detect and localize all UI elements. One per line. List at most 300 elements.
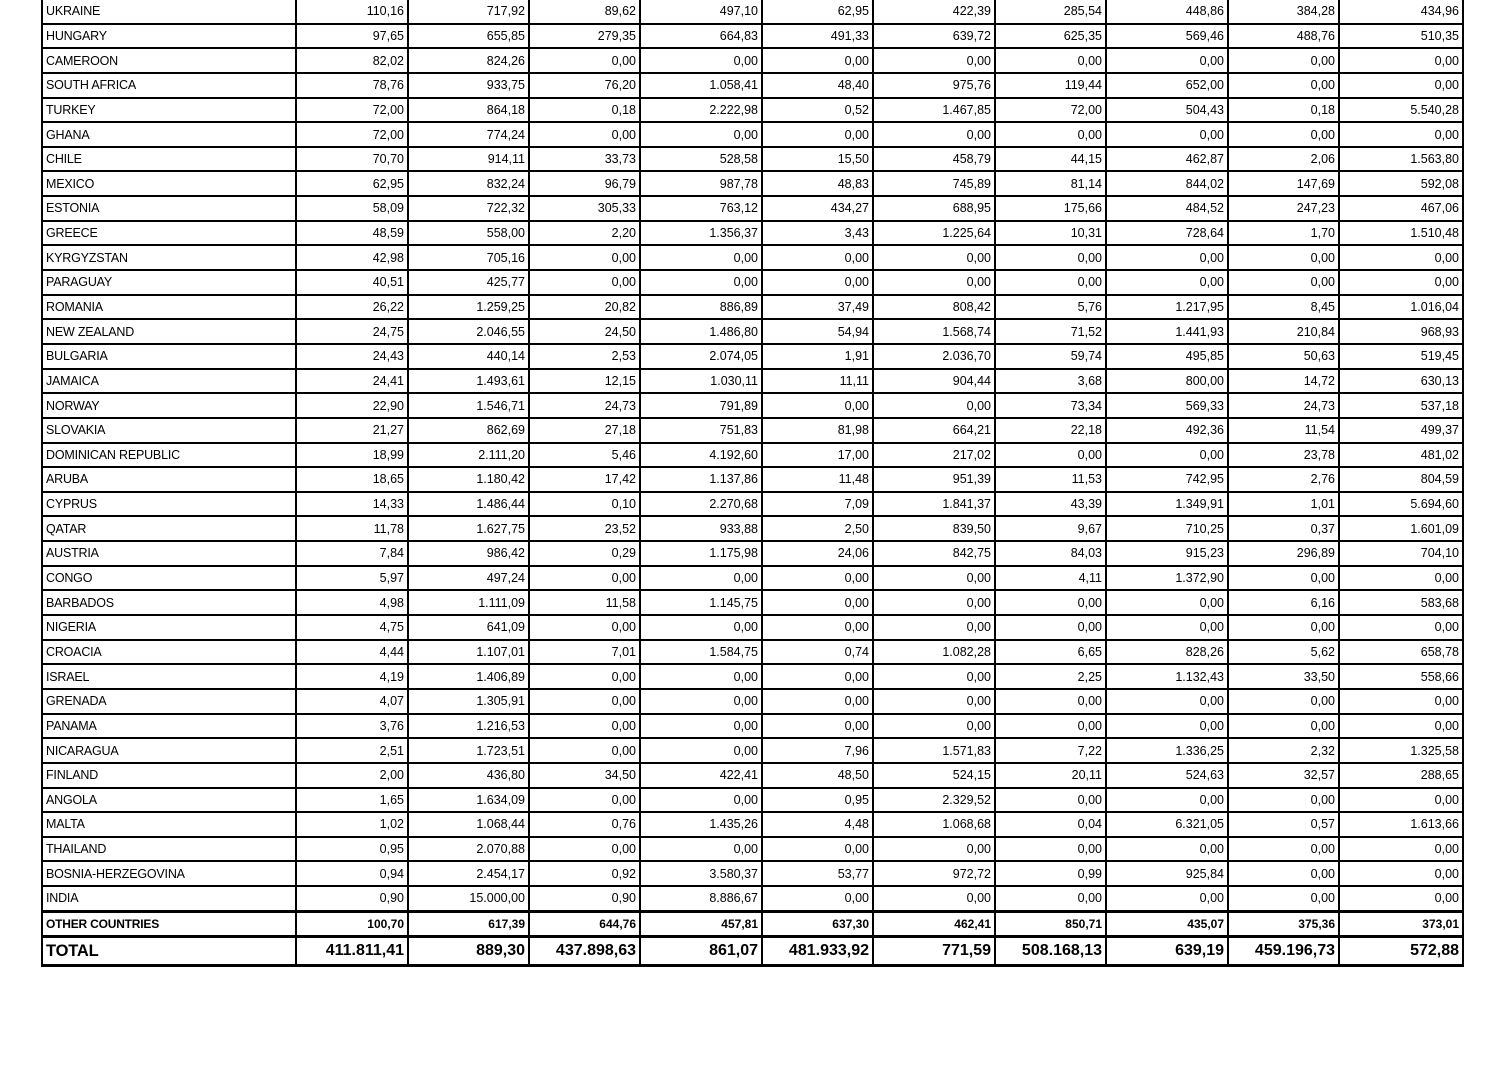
value-cell: 0,00 [1228,245,1339,270]
value-cell: 0,00 [1106,837,1228,862]
value-cell: 8.886,67 [640,886,762,911]
value-cell: 987,78 [640,171,762,196]
value-cell: 975,76 [873,73,995,98]
country-name-cell: MEXICO [42,171,296,196]
value-cell: 8,45 [1228,295,1339,320]
value-cell: 0,00 [873,270,995,295]
value-cell: 436,80 [408,763,529,788]
value-cell: 1.259,25 [408,295,529,320]
value-cell: 0,00 [640,48,762,73]
value-cell: 0,00 [529,837,640,862]
value-cell: 886,89 [640,295,762,320]
table-body [42,0,1463,966]
value-cell: 24,50 [529,319,640,344]
value-cell: 0,00 [1228,837,1339,862]
value-cell: 0,00 [1339,714,1463,739]
value-cell: 0,00 [762,714,873,739]
value-cell: 20,82 [529,295,640,320]
country-name-cell: BOSNIA-HERZEGOVINA [42,861,296,886]
country-name-cell: INDIA [42,886,296,911]
value-cell: 1.336,25 [1106,738,1228,763]
table-row [42,886,1463,911]
value-cell: 2,06 [1228,147,1339,172]
country-name-cell: GREECE [42,221,296,246]
value-cell: 839,50 [873,516,995,541]
value-cell: 0,00 [1228,122,1339,147]
value-cell: 491,33 [762,24,873,49]
value-cell: 986,42 [408,541,529,566]
value-cell: 462,41 [873,911,995,937]
value-cell: 72,00 [995,98,1106,123]
value-cell: 33,73 [529,147,640,172]
value-cell: 76,20 [529,73,640,98]
value-cell: 625,35 [995,24,1106,49]
value-cell: 42,98 [296,245,408,270]
value-cell: 62,95 [762,0,873,24]
table-row [42,861,1463,886]
value-cell: 40,51 [296,270,408,295]
value-cell: 33,50 [1228,664,1339,689]
country-name-cell: PARAGUAY [42,270,296,295]
value-cell: 0,00 [529,122,640,147]
value-cell: 305,33 [529,196,640,221]
value-cell: 658,78 [1339,640,1463,665]
value-cell: 0,00 [1228,270,1339,295]
value-cell: 0,00 [873,245,995,270]
value-cell: 537,18 [1339,393,1463,418]
value-cell: 440,14 [408,344,529,369]
value-cell: 639,72 [873,24,995,49]
value-cell: 639,19 [1106,937,1228,966]
value-cell: 488,76 [1228,24,1339,49]
value-cell: 528,58 [640,147,762,172]
value-cell: 459.196,73 [1228,937,1339,966]
value-cell: 1.584,75 [640,640,762,665]
value-cell: 0,00 [873,689,995,714]
value-cell: 0,00 [995,443,1106,468]
value-cell: 0,00 [640,788,762,813]
value-cell: 495,85 [1106,344,1228,369]
value-cell: 24,73 [529,393,640,418]
value-cell: 0,00 [1106,714,1228,739]
value-cell: 0,00 [995,886,1106,911]
value-cell: 23,78 [1228,443,1339,468]
value-cell: 0,94 [296,861,408,886]
country-name-cell: JAMAICA [42,369,296,394]
value-cell: 1.723,51 [408,738,529,763]
value-cell: 11,48 [762,467,873,492]
value-cell: 0,00 [762,615,873,640]
value-cell: 0,00 [640,615,762,640]
value-cell: 1,65 [296,788,408,813]
value-cell: 508.168,13 [995,937,1106,966]
value-cell: 862,69 [408,418,529,443]
value-cell: 933,75 [408,73,529,98]
value-cell: 1.216,53 [408,714,529,739]
value-cell: 0,00 [1106,122,1228,147]
value-cell: 0,00 [995,270,1106,295]
value-cell: 12,15 [529,369,640,394]
value-cell: 492,36 [1106,418,1228,443]
value-cell: 0,00 [1228,788,1339,813]
country-name-cell: BARBADOS [42,590,296,615]
country-name-cell: AUSTRIA [42,541,296,566]
value-cell: 0,00 [873,393,995,418]
value-cell: 0,00 [1339,861,1463,886]
value-cell: 572,88 [1339,937,1463,966]
value-cell: 435,07 [1106,911,1228,937]
value-cell: 800,00 [1106,369,1228,394]
value-cell: 1.435,26 [640,812,762,837]
value-cell: 0,00 [1228,48,1339,73]
value-cell: 0,00 [1106,615,1228,640]
value-cell: 915,23 [1106,541,1228,566]
value-cell: 0,00 [529,714,640,739]
value-cell: 7,96 [762,738,873,763]
value-cell: 2,32 [1228,738,1339,763]
value-cell: 4,19 [296,664,408,689]
value-cell: 4,11 [995,566,1106,591]
value-cell: 210,84 [1228,319,1339,344]
value-cell: 745,89 [873,171,995,196]
value-cell: 0,00 [995,590,1106,615]
value-cell: 2,20 [529,221,640,246]
country-name-cell: OTHER COUNTRIES [42,911,296,937]
value-cell: 1.441,93 [1106,319,1228,344]
value-cell: 1.486,44 [408,492,529,517]
value-cell: 791,89 [640,393,762,418]
value-cell: 0,00 [640,245,762,270]
value-cell: 0,00 [873,664,995,689]
value-cell: 1.486,80 [640,319,762,344]
value-cell: 0,00 [529,664,640,689]
value-cell: 0,00 [1106,788,1228,813]
value-cell: 0,00 [995,245,1106,270]
value-cell: 0,00 [995,689,1106,714]
value-cell: 2,76 [1228,467,1339,492]
value-cell: 2,51 [296,738,408,763]
value-cell: 1.568,74 [873,319,995,344]
value-cell: 24,06 [762,541,873,566]
value-cell: 2.046,55 [408,319,529,344]
value-cell: 22,18 [995,418,1106,443]
value-cell: 285,54 [995,0,1106,24]
value-cell: 1,91 [762,344,873,369]
value-cell: 2.222,98 [640,98,762,123]
value-cell: 0,00 [995,788,1106,813]
value-cell: 2.036,70 [873,344,995,369]
value-cell: 0,74 [762,640,873,665]
value-cell: 72,00 [296,122,408,147]
value-cell: 7,01 [529,640,640,665]
value-cell: 3,68 [995,369,1106,394]
value-cell: 763,12 [640,196,762,221]
value-cell: 73,34 [995,393,1106,418]
value-cell: 59,74 [995,344,1106,369]
value-cell: 0,00 [1228,886,1339,911]
value-cell: 558,00 [408,221,529,246]
value-cell: 23,52 [529,516,640,541]
value-cell: 0,00 [1106,590,1228,615]
value-cell: 1.132,43 [1106,664,1228,689]
country-name-cell: UKRAINE [42,0,296,24]
value-cell: 717,92 [408,0,529,24]
value-cell: 1.325,58 [1339,738,1463,763]
value-cell: 15,50 [762,147,873,172]
value-cell: 1.841,37 [873,492,995,517]
value-cell: 0,00 [762,566,873,591]
value-cell: 457,81 [640,911,762,937]
country-name-cell: CYPRUS [42,492,296,517]
value-cell: 5,97 [296,566,408,591]
value-cell: 558,66 [1339,664,1463,689]
value-cell: 1.493,61 [408,369,529,394]
value-cell: 704,10 [1339,541,1463,566]
value-cell: 0,00 [1339,615,1463,640]
value-cell: 1,70 [1228,221,1339,246]
value-cell: 844,02 [1106,171,1228,196]
value-cell: 0,00 [1106,443,1228,468]
value-cell: 467,06 [1339,196,1463,221]
value-cell: 0,00 [1106,886,1228,911]
table-row [42,566,1463,591]
table-row [42,295,1463,320]
value-cell: 0,00 [529,566,640,591]
value-cell: 832,24 [408,171,529,196]
value-cell: 2.270,68 [640,492,762,517]
value-cell: 217,02 [873,443,995,468]
country-name-cell: KYRGYZSTAN [42,245,296,270]
value-cell: 1.030,11 [640,369,762,394]
value-cell: 0,00 [640,738,762,763]
value-cell: 1.137,86 [640,467,762,492]
value-cell: 0,00 [1228,714,1339,739]
value-cell: 0,00 [1339,270,1463,295]
country-name-cell: ROMANIA [42,295,296,320]
value-cell: 0,00 [762,48,873,73]
country-name-cell: CONGO [42,566,296,591]
value-cell: 0,00 [1228,689,1339,714]
value-cell: 705,16 [408,245,529,270]
value-cell: 48,83 [762,171,873,196]
value-cell: 5,46 [529,443,640,468]
country-name-cell: PANAMA [42,714,296,739]
table-row [42,788,1463,813]
country-name-cell: GRENADA [42,689,296,714]
value-cell: 0,00 [762,393,873,418]
table-row [42,0,1463,24]
value-cell: 0,00 [762,270,873,295]
table-row [42,664,1463,689]
value-cell: 54,94 [762,319,873,344]
value-cell: 0,00 [762,886,873,911]
table-row [42,738,1463,763]
value-cell: 0,76 [529,812,640,837]
country-name-cell: CHILE [42,147,296,172]
value-cell: 0,00 [873,48,995,73]
value-cell: 0,00 [529,48,640,73]
country-data-table [41,0,1464,967]
value-cell: 0,00 [1339,689,1463,714]
value-cell: 1.107,01 [408,640,529,665]
value-cell: 1.563,80 [1339,147,1463,172]
value-cell: 524,63 [1106,763,1228,788]
value-cell: 3.580,37 [640,861,762,886]
country-name-cell: TOTAL [42,937,296,966]
value-cell: 0,00 [640,122,762,147]
value-cell: 425,77 [408,270,529,295]
value-cell: 0,00 [995,714,1106,739]
country-name-cell: ESTONIA [42,196,296,221]
value-cell: 0,90 [529,886,640,911]
value-cell: 637,30 [762,911,873,937]
value-cell: 17,00 [762,443,873,468]
value-cell: 842,75 [873,541,995,566]
country-name-cell: SLOVAKIA [42,418,296,443]
value-cell: 0,90 [296,886,408,911]
value-cell: 0,00 [995,837,1106,862]
value-cell: 0,00 [873,615,995,640]
value-cell: 110,16 [296,0,408,24]
value-cell: 448,86 [1106,0,1228,24]
value-cell: 617,39 [408,911,529,937]
value-cell: 375,36 [1228,911,1339,937]
value-cell: 524,15 [873,763,995,788]
table-row [42,147,1463,172]
value-cell: 81,98 [762,418,873,443]
value-cell: 497,24 [408,566,529,591]
value-cell: 751,83 [640,418,762,443]
table-row [42,640,1463,665]
table-row [42,270,1463,295]
value-cell: 484,52 [1106,196,1228,221]
table-row [42,393,1463,418]
value-cell: 2.111,20 [408,443,529,468]
value-cell: 27,18 [529,418,640,443]
value-cell: 422,41 [640,763,762,788]
table-row [42,443,1463,468]
value-cell: 0,00 [1228,566,1339,591]
value-cell: 26,22 [296,295,408,320]
country-name-cell: ISRAEL [42,664,296,689]
value-cell: 0,00 [529,738,640,763]
value-cell: 481,02 [1339,443,1463,468]
country-name-cell: QATAR [42,516,296,541]
value-cell: 296,89 [1228,541,1339,566]
value-cell: 0,00 [995,48,1106,73]
value-cell: 0,18 [1228,98,1339,123]
value-cell: 1.217,95 [1106,295,1228,320]
value-cell: 81,14 [995,171,1106,196]
value-cell: 1.111,09 [408,590,529,615]
value-cell: 48,40 [762,73,873,98]
value-cell: 951,39 [873,467,995,492]
value-cell: 1.467,85 [873,98,995,123]
table-row [42,492,1463,517]
value-cell: 100,70 [296,911,408,937]
value-cell: 5.694,60 [1339,492,1463,517]
value-cell: 0,99 [995,861,1106,886]
value-cell: 247,23 [1228,196,1339,221]
value-cell: 933,88 [640,516,762,541]
value-cell: 0,00 [1339,886,1463,911]
value-cell: 1.068,68 [873,812,995,837]
value-cell: 0,00 [873,837,995,862]
value-cell: 0,95 [296,837,408,862]
value-cell: 34,50 [529,763,640,788]
value-cell: 0,10 [529,492,640,517]
value-cell: 0,00 [1106,48,1228,73]
value-cell: 0,00 [762,122,873,147]
value-cell: 21,27 [296,418,408,443]
value-cell: 0,00 [762,664,873,689]
value-cell: 972,72 [873,861,995,886]
table-row [42,615,1463,640]
table-row [42,812,1463,837]
country-name-cell: GHANA [42,122,296,147]
value-cell: 0,00 [762,837,873,862]
value-cell: 48,50 [762,763,873,788]
value-cell: 0,00 [873,886,995,911]
table-row [42,221,1463,246]
value-cell: 1.627,75 [408,516,529,541]
value-cell: 14,72 [1228,369,1339,394]
value-cell: 499,37 [1339,418,1463,443]
value-cell: 914,11 [408,147,529,172]
country-name-cell: SOUTH AFRICA [42,73,296,98]
value-cell: 2.454,17 [408,861,529,886]
value-cell: 968,93 [1339,319,1463,344]
value-cell: 569,46 [1106,24,1228,49]
country-name-cell: NIGERIA [42,615,296,640]
table-row [42,344,1463,369]
value-cell: 7,22 [995,738,1106,763]
value-cell: 828,26 [1106,640,1228,665]
value-cell: 10,31 [995,221,1106,246]
value-cell: 904,44 [873,369,995,394]
value-cell: 4,07 [296,689,408,714]
value-cell: 592,08 [1339,171,1463,196]
value-cell: 7,09 [762,492,873,517]
value-cell: 72,00 [296,98,408,123]
value-cell: 11,11 [762,369,873,394]
value-cell: 458,79 [873,147,995,172]
value-cell: 96,79 [529,171,640,196]
value-cell: 569,33 [1106,393,1228,418]
value-cell: 70,70 [296,147,408,172]
value-cell: 1.068,44 [408,812,529,837]
value-cell: 24,43 [296,344,408,369]
value-cell: 373,01 [1339,911,1463,937]
value-cell: 0,00 [1106,245,1228,270]
value-cell: 0,00 [1106,689,1228,714]
value-cell: 850,71 [995,911,1106,937]
table-row [42,418,1463,443]
value-cell: 11,58 [529,590,640,615]
value-cell: 3,76 [296,714,408,739]
country-name-cell: NEW ZEALAND [42,319,296,344]
value-cell: 0,00 [1228,73,1339,98]
value-cell: 655,85 [408,24,529,49]
value-cell: 4.192,60 [640,443,762,468]
value-cell: 0,00 [1339,245,1463,270]
value-cell: 50,63 [1228,344,1339,369]
value-cell: 4,44 [296,640,408,665]
value-cell: 22,90 [296,393,408,418]
table-row [42,763,1463,788]
value-cell: 89,62 [529,0,640,24]
value-cell: 1,01 [1228,492,1339,517]
